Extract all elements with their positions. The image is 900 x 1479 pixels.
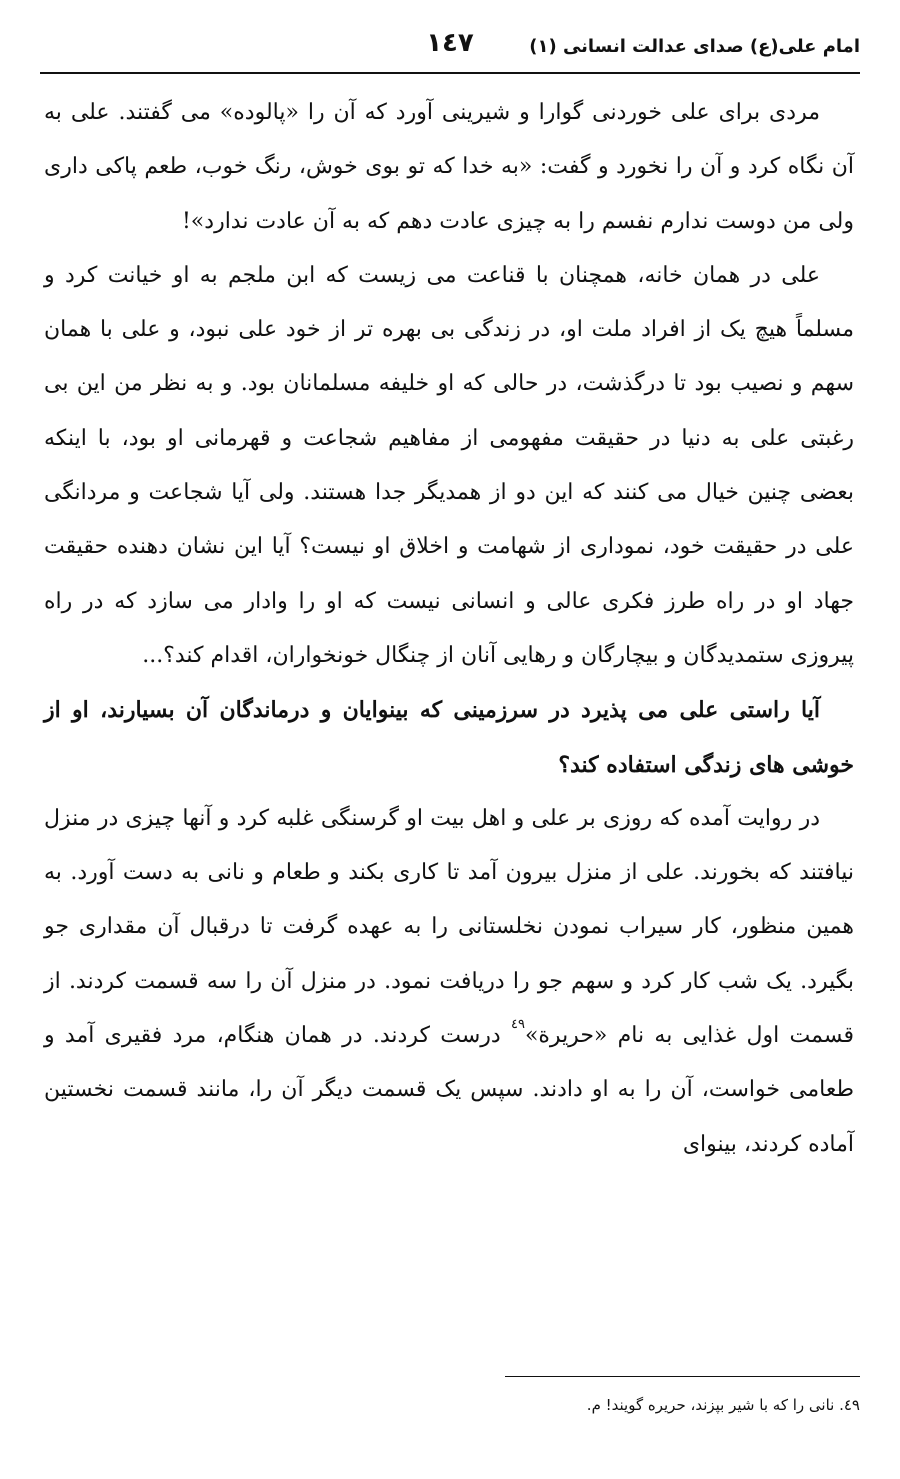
footnote-rule	[505, 1376, 860, 1377]
paragraph-1: مردی برای علی خوردنی گوارا و شیرینی آورد که آن را «پالوده» می گفتند. علی به آن نگاه کرد و آن را نخورد و گفت: «به خدا که تو بوی خوش، رنگ خوب، طعم پاکی داری ولی من دوست ندارم نفسم را به چیزی عادت دهم که به آن عادت ندارد»!	[44, 100, 854, 234]
page-number: ۱٤۷	[426, 28, 474, 58]
running-title: امام علی(ع) صدای عدالت انسانی (۱)	[529, 36, 860, 57]
page-header	[40, 28, 860, 70]
footnote: ٤٩. نانی را که با شیر بپزند، حریره گویند! م.	[586, 1396, 860, 1414]
body-text	[44, 86, 854, 1172]
paragraph-4-text: در روایت آمده که روزی بر علی و اهل بیت او گرسنگی غلبه کرد و آنها چیزی در منزل نیافتند که بخورند. علی از منزل بیرون آمد تا کاری بکند و طعام و نانی به دست آورد. به همین منظور، کار سیراب نمودن نخلستانی را به عهده گرفت تا درقبال آن مقداری جو بگیرد. یک شب کار کرد و سهم جو را دریافت نمود. در منزل آن را سه قسمت کردند. از قسمت اول غذایی به نام «حریرة»	[44, 805, 854, 1049]
paragraph-3-bold-question: آیا راستی علی می پذیرد در سرزمینی که بینوایان و درماندگان آن بسیارند، او از خوشی های زندگی استفاده کند؟	[44, 697, 854, 778]
paragraph-4	[44, 792, 854, 1172]
paragraph-4-continued: درست کردند. در همان هنگام، مرد فقیری آمد و طعامی خواست، آن را به او دادند. سپس یک قسمت دیگر آن را، مانند قسمت نخستین آماده کردند، بینوای	[44, 1023, 854, 1157]
header-rule	[40, 72, 860, 74]
paragraph-2: علی در همان خانه، همچنان با قناعت می زیست که ابن ملجم به او خیانت کرد و مسلماً هیچ یک از افراد ملت او، در زندگی بی بهره تر از خود علی نبود، و علی با همان سهم و نصیب بود تا درگذشت، در حالی که او خلیفه مسلمانان بود. و به نظر من این بی رغبتی علی به دنیا در حقیقت مفهومی از مفاهیم شجاعت و قهرمانی او بود، با اینکه بعضی چنین خیال می کنند که این دو از همدیگر جدا هستند. ولی آیا شجاعت و مردانگی علی در حقیقت خود، نموداری از شهامت و اخلاق او نیست؟ آیا این نشان دهنده حقیقت جهاد او در راه طرز فکری عالی و انسانی نیست که او را وادار می سازد که در راه پیروزی ستمدیدگان و بیچارگان و رهایی آنان از چنگال خونخواران، اقدام کند؟...	[44, 262, 855, 668]
footnote-marker[interactable]: ٤٩	[510, 1017, 525, 1033]
